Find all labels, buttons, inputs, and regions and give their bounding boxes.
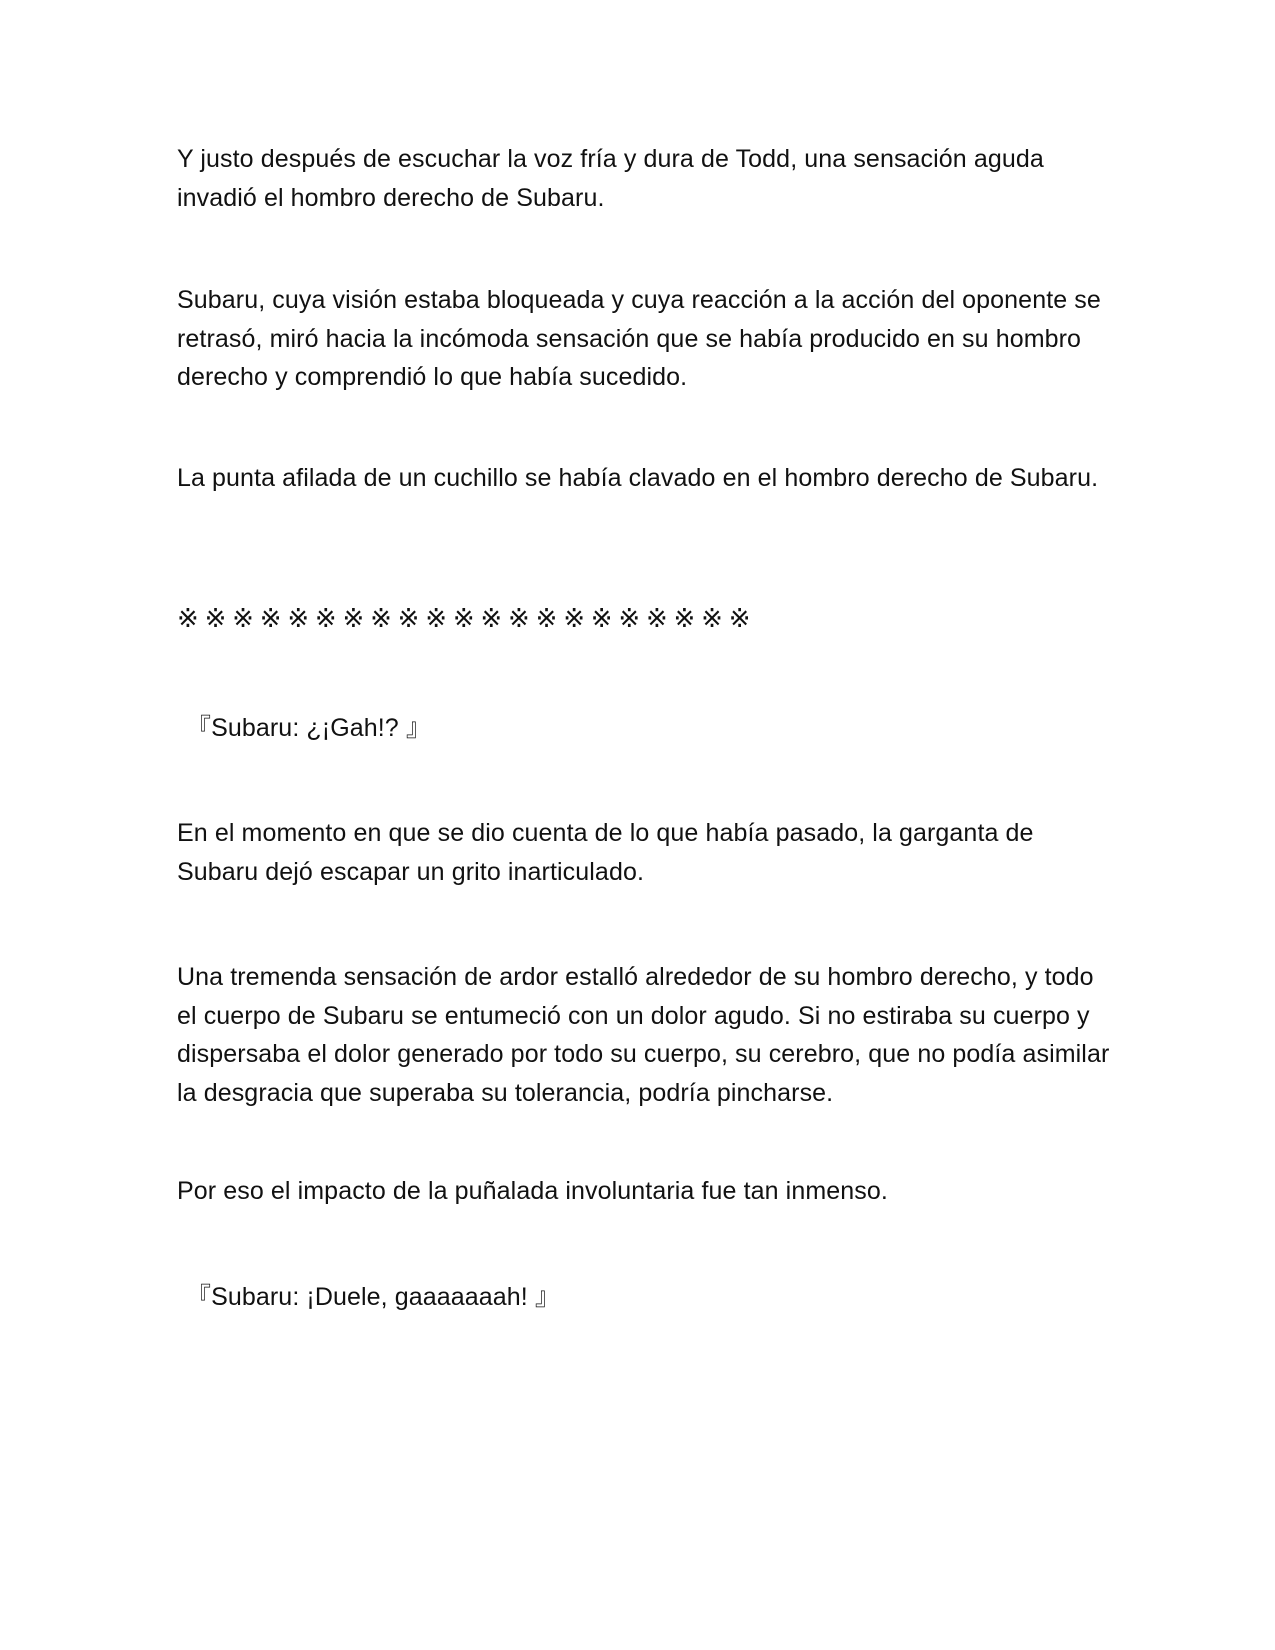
dialogue-line-1: 『Subaru: ¿¡Gah!? 』 bbox=[186, 714, 431, 742]
paragraph-2: Subaru, cuya visión estaba bloqueada y cuya reacción a la acción del oponente se retrasó, miró hacia la incómoda sensación que se había producido en su hombro derecho y comprendió lo que había sucedido. bbox=[177, 286, 1101, 391]
dialogue-line-2: 『Subaru: ¡Duele, gaaaaaaah! 』 bbox=[186, 1283, 560, 1311]
paragraph-3: La punta afilada de un cuchillo se había clavado en el hombro derecho de Subaru. bbox=[177, 464, 1099, 492]
paragraph-4: En el momento en que se dio cuenta de lo que había pasado, la garganta de Subaru dejó escapar un grito inarticulado. bbox=[177, 819, 1034, 886]
paragraph-1: Y justo después de escuchar la voz fría y dura de Todd, una sensación aguda invadió el hombro derecho de Subaru. bbox=[177, 145, 1044, 212]
scene-separator: ※※※※※※※※※※※※※※※※※※※※※ bbox=[177, 604, 757, 634]
paragraph-6: Por eso el impacto de la puñalada involuntaria fue tan inmenso. bbox=[177, 1177, 888, 1205]
paragraph-5: Una tremenda sensación de ardor estalló alrededor de su hombro derecho, y todo el cuerpo de Subaru se entumeció con un dolor agudo. Si no estiraba su cuerpo y dispersaba el dolor generado por todo su cuerpo, su cerebro, que no podía asimilar la desgracia que superaba su tolerancia, podría pincharse. bbox=[177, 963, 1110, 1107]
